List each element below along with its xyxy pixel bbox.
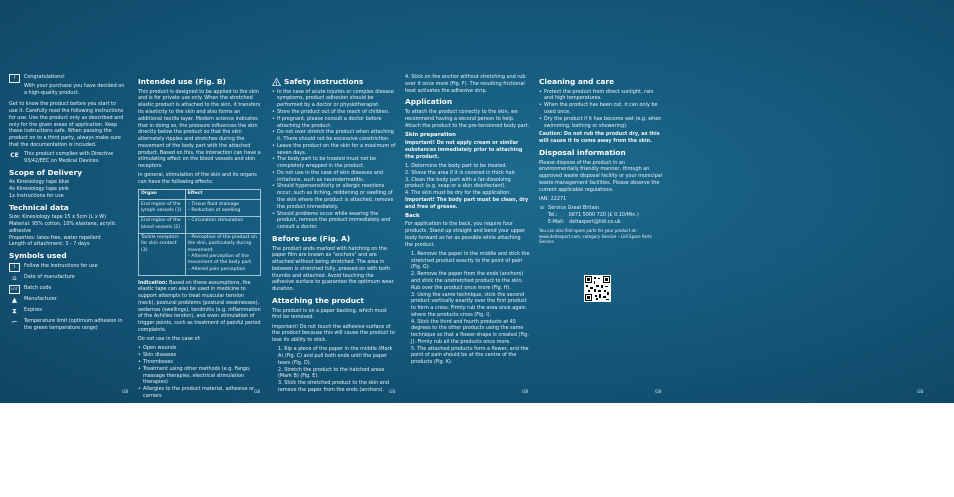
- attaching-title: Attaching the product: [272, 295, 364, 305]
- symbol-row: [9, 274, 125, 283]
- indication-body: Based on these assumptions, the elastic tape can also be used in medicine to support attempts to treat muscular tension (neck), postural problems (postural weaknesses), oedemas (swellings), tendinitis (e.g. inflammation of the Achilles tendon), and even stimulation of trigger points, such as treatment of painful period complaints.: [138, 279, 261, 333]
- congrats-title: Congratulations!: [24, 74, 65, 80]
- page-label: GB: [522, 390, 529, 395]
- tech-item: Length of attachment: 3 - 7 days: [9, 241, 90, 248]
- tech-item: Size: Kinesiology tape 15 x 5cm (L x W): [9, 214, 107, 221]
- scope-item: 4x Kinesiology tape blue: [9, 179, 70, 186]
- table-cell: Tactile receptors for skin contact (3): [139, 233, 186, 275]
- page-label: GB: [254, 390, 261, 395]
- page-label: GB: [917, 390, 924, 395]
- intended-use-text: This product is designed to be applied to the skin and is for private use only. When the stretched elastic product is attached to the skin, it transfers its elasticity to the skin and also forms an additional textile layer. Modern science indicates that in doing so, the pressure influences the skin directly below the product so that the skin alternately ripples and stretches during the movement of the body part with the attached product. Based on this, the interaction can have a stimulating effect on the blood vessels and skin receptors.: [138, 88, 261, 170]
- table-row: [139, 200, 261, 217]
- tech-item: Material: 95% cotton, 10% elastane, acrylic adhesive: [9, 221, 116, 234]
- application-title: Application: [405, 97, 453, 107]
- before-use-title: Before use (Fig. A): [272, 233, 351, 243]
- step-four: 4. Stick on the anchor without stretching and rub over it once more (Fig. F). The resulting frictional heat activates the adhesive strip.: [405, 74, 526, 94]
- list-item: • When the product has been cut, it can only be used once.: [539, 102, 664, 116]
- attaching-important: Important! Do not touch the adhesive surface of the product because this will cause the product to lose its ability to stick.: [272, 323, 395, 344]
- table-row: [139, 216, 261, 233]
- table-cell: – Tissue fluid drainage – Reduction of swelling: [185, 200, 260, 217]
- page-label: GB: [122, 390, 129, 395]
- effects-intro: In general, stimulation of the skin and its organs can have the following effects:: [138, 172, 257, 186]
- qr-code: [584, 275, 611, 302]
- safety-title: Safety instructions: [284, 77, 364, 86]
- list-item: • Leave the product on the skin for a maximum of seven days.: [272, 143, 396, 157]
- list-item: 4. The skin must be dry for the application.: [405, 190, 511, 197]
- list-item: • Do not over stretch the product when attaching it. There should not be excessive constriction.: [272, 129, 396, 143]
- list-item: 1. Rip a piece of the paper in the middle (Mark A) (Fig. C) and pull both ends until the paper tears (Fig. D).: [278, 346, 393, 366]
- list-item: • Thromboses: [138, 359, 261, 366]
- scope-item: 1x Instructions for use: [9, 192, 64, 199]
- indication-label: Indication:: [138, 279, 168, 286]
- skin-prep-title: Skin preparation: [405, 131, 456, 138]
- column-intro: [0, 0, 131, 403]
- back-title: Back: [405, 212, 420, 219]
- symbols-title: Symbols used: [9, 251, 67, 261]
- symbol-label: Follow the instructions for use: [24, 262, 98, 269]
- table-header: Organ: [139, 189, 186, 199]
- table-header: Effect: [185, 189, 260, 199]
- symbol-label: Temperature limit (optimum adhesion in the green temperature range): [24, 317, 123, 331]
- symbol-row: [9, 296, 125, 305]
- indication-text: [138, 280, 261, 334]
- list-item: 1. Determine the body part to be treated.: [405, 163, 507, 170]
- intro-text: Get to know the product before you start to use it. Carefully read the following instructions for use. Use the product only as described and only for the given areas of application. Keep these instructions safe. When passing the product on to a third party, always make sure that the documentation is included.: [9, 101, 124, 148]
- back-text: For application to the back, you require four products. Stand up straight and bend your upper body forward as far as possible while attaching the product.: [405, 221, 526, 248]
- list-item: • Should hypersensitivity or allergic reactions occur, such as itching, reddening or swelling of the skin where the product is attached, remove the product immediately.: [272, 183, 396, 210]
- list-item: 4. Stick the third and fourth products at 45 degrees to the other products using the same technique so that a flower-shape is created (Fig. J). Firmly rub all the products once more.: [411, 318, 529, 345]
- list-item: • Protect the product from direct sunlight, rain and high temperatures.: [539, 89, 664, 103]
- list-item: • Do not use in the case of skin diseases and irritations, such as neurodermatitis.: [272, 170, 396, 184]
- list-item: • Should problems occur while wearing the product, remove the product immediately and consult a doctor.: [272, 211, 396, 231]
- table-cell: End region of the blood vessels (2): [139, 216, 186, 233]
- tech-title: Technical data: [9, 202, 69, 212]
- qr-code-icon: [585, 276, 610, 301]
- care-list: [539, 89, 664, 130]
- table-cell: End region of the lymph vessels (1): [139, 200, 186, 217]
- service-label: Service Great Britain: [548, 205, 600, 212]
- care-title: Cleaning and care: [539, 77, 615, 86]
- thermometer-icon: ⌐: [11, 317, 18, 326]
- column-safety: [267, 0, 402, 403]
- symbol-row: [9, 307, 125, 316]
- column-application: [402, 0, 536, 403]
- list-item: 2. Shave the area if it is covered in thick hair.: [405, 169, 517, 176]
- list-item: • Store the product out of the reach of children.: [272, 109, 396, 116]
- congrats-text: With your purchase you have decided on a high-quality product.: [24, 83, 125, 97]
- safety-list: [272, 89, 396, 231]
- list-item: • Allergies to the product material, adhesive or carriers: [138, 386, 261, 400]
- symbol-label: Date of manufacture: [24, 273, 75, 280]
- factory-icon: ⌂: [12, 273, 17, 282]
- list-item: 3. Stick the stretched product to the skin and remove the paper from the ends (anchors).: [278, 380, 390, 394]
- page-label: GB: [389, 390, 396, 395]
- ce-text: This product complies with Directive 93/42/EEC on Medical Devices.: [24, 151, 114, 164]
- list-item: • Dry the product if it has become wet (e.g. when swimming, bathing or showering).: [539, 116, 664, 130]
- list-item: 3. Clean the body part with a fat-dissolving product (e.g. soap or a skin disinfectant).: [405, 176, 511, 190]
- service-icon: ☏: [539, 205, 546, 212]
- column-intended-use: [131, 0, 267, 403]
- table-row: [139, 233, 261, 275]
- table-cell: – Perception of the product on the skin, particularly during movement. – Altered perception of the movement of the body part. – Altered pain perception: [185, 233, 260, 275]
- page-label: GB: [655, 390, 662, 395]
- column-blank: [670, 0, 954, 403]
- symbol-label: Manufacturer: [24, 295, 57, 302]
- table-cell: – Circulation stimulation: [185, 216, 260, 233]
- list-item: • In the case of acute injuries or complex disease symptoms, product adhesion should be performed by a doctor or physiotherapist.: [272, 89, 396, 109]
- list-item: • Treatment using other methods (e.g. Fango, massage therapies, electrical stimulation therapies): [138, 366, 261, 386]
- symbol-label: Expires: [24, 306, 42, 313]
- column-care: [536, 0, 670, 403]
- scope-title: Scope of Delivery: [9, 167, 83, 177]
- hourglass-icon: ⧗: [12, 306, 17, 315]
- ce-block: [9, 151, 125, 165]
- lot-icon: LOT: [9, 285, 20, 294]
- book-icon: i: [9, 263, 20, 272]
- list-item: • Skin diseases: [138, 352, 261, 359]
- effects-table: [138, 189, 261, 276]
- attaching-text: The product is on a paper backing, which must first be removed.: [272, 307, 387, 321]
- service-block: [539, 205, 664, 212]
- manufacturer-icon: ▲: [11, 295, 18, 304]
- symbol-label: Batch code: [24, 284, 52, 291]
- list-item: • Open wounds: [138, 345, 261, 352]
- skin-prep-important: Important! Do not apply cream or similar substances immediately prior to attaching the product.: [405, 140, 523, 160]
- not-used-heading: Do not use in the case of:: [138, 336, 201, 343]
- symbol-row: [9, 318, 125, 332]
- safety-heading: [272, 77, 396, 87]
- list-item: 3. Using the same technique, stick the second product vertically exactly over the first product to form a cross. Firmly rub the area once again where the products cross (Fig. I).: [411, 291, 527, 318]
- list-item: 1. Remove the paper in the middle and stick the stretched product exactly to the point of pain (Fig. G).: [411, 250, 530, 271]
- disposal-title: Disposal information: [539, 147, 626, 157]
- symbol-row: [9, 263, 125, 272]
- list-item: 2. Remove the paper from the ends (anchors) and stick the unstretched product to the skin. Rub over the product once more (Fig. H).: [411, 271, 524, 291]
- scope-item: 4x Kinesiology tape pink: [9, 186, 70, 193]
- caution-text: Caution: Do not rub the product dry, as this will cause it to come away from the skin.: [539, 131, 660, 145]
- before-use-text: The product ends marked with hatching on the paper film are known as "anchors" and are attached without being stretched. The area in between is stretched fully, pressed on with both thumbs and attached. Avoid touching the adhesive surface to guarantee the optimum wear duration.: [272, 245, 394, 293]
- list-item: • The body part to be treated must not be completely wrapped in the product.: [272, 156, 396, 170]
- svg-text:!: !: [275, 81, 278, 87]
- list-item: 2. Stretch the product to the hatched areas (Mark B) (Fig. E).: [278, 366, 385, 380]
- attaching-steps: [272, 346, 396, 393]
- not-used-list: [138, 345, 261, 399]
- list-item: 5. The attached products form a flower, and the point of pain should be at the centre of the products (Fig. K).: [411, 345, 529, 366]
- congrats-block: [9, 74, 125, 99]
- disposal-text: Please dispose of the product in an environmentally friendly manner, through an approved waste disposal facility or your municipal waste management facilities. Please observe the current applicable regulations.: [539, 159, 663, 193]
- book-icon: i: [9, 74, 20, 83]
- warning-icon: [272, 78, 281, 86]
- service-tel: Tel.: 0871 5000 720 (£ 0.10/Min.): [548, 211, 639, 218]
- tech-item: Properties: latex-free, water repellent: [9, 234, 101, 241]
- skin-prep-important-2: Important! The body part must be clean, dry and free of grease.: [405, 196, 529, 210]
- ian-text: IAN: 22271: [539, 195, 567, 202]
- application-text: To attach the product correctly to the skin, we recommend having a second person to help. Attach the product to the pre-tensioned body part.: [405, 109, 530, 129]
- service-email: E-Mail: deltasport@lidl.co.uk: [548, 218, 621, 225]
- back-steps: [405, 251, 530, 366]
- list-item: • If pregnant, please consult a doctor before attaching the product.: [272, 116, 396, 130]
- ce-mark-icon: CE: [10, 151, 19, 159]
- intended-use-title: Intended use (Fig. B): [138, 77, 226, 86]
- symbol-row: [9, 285, 125, 294]
- spare-parts-text: You can also find spare parts for your product at: www.deltasport.com, category Service – Lidl Spare Parts Service: [539, 228, 652, 245]
